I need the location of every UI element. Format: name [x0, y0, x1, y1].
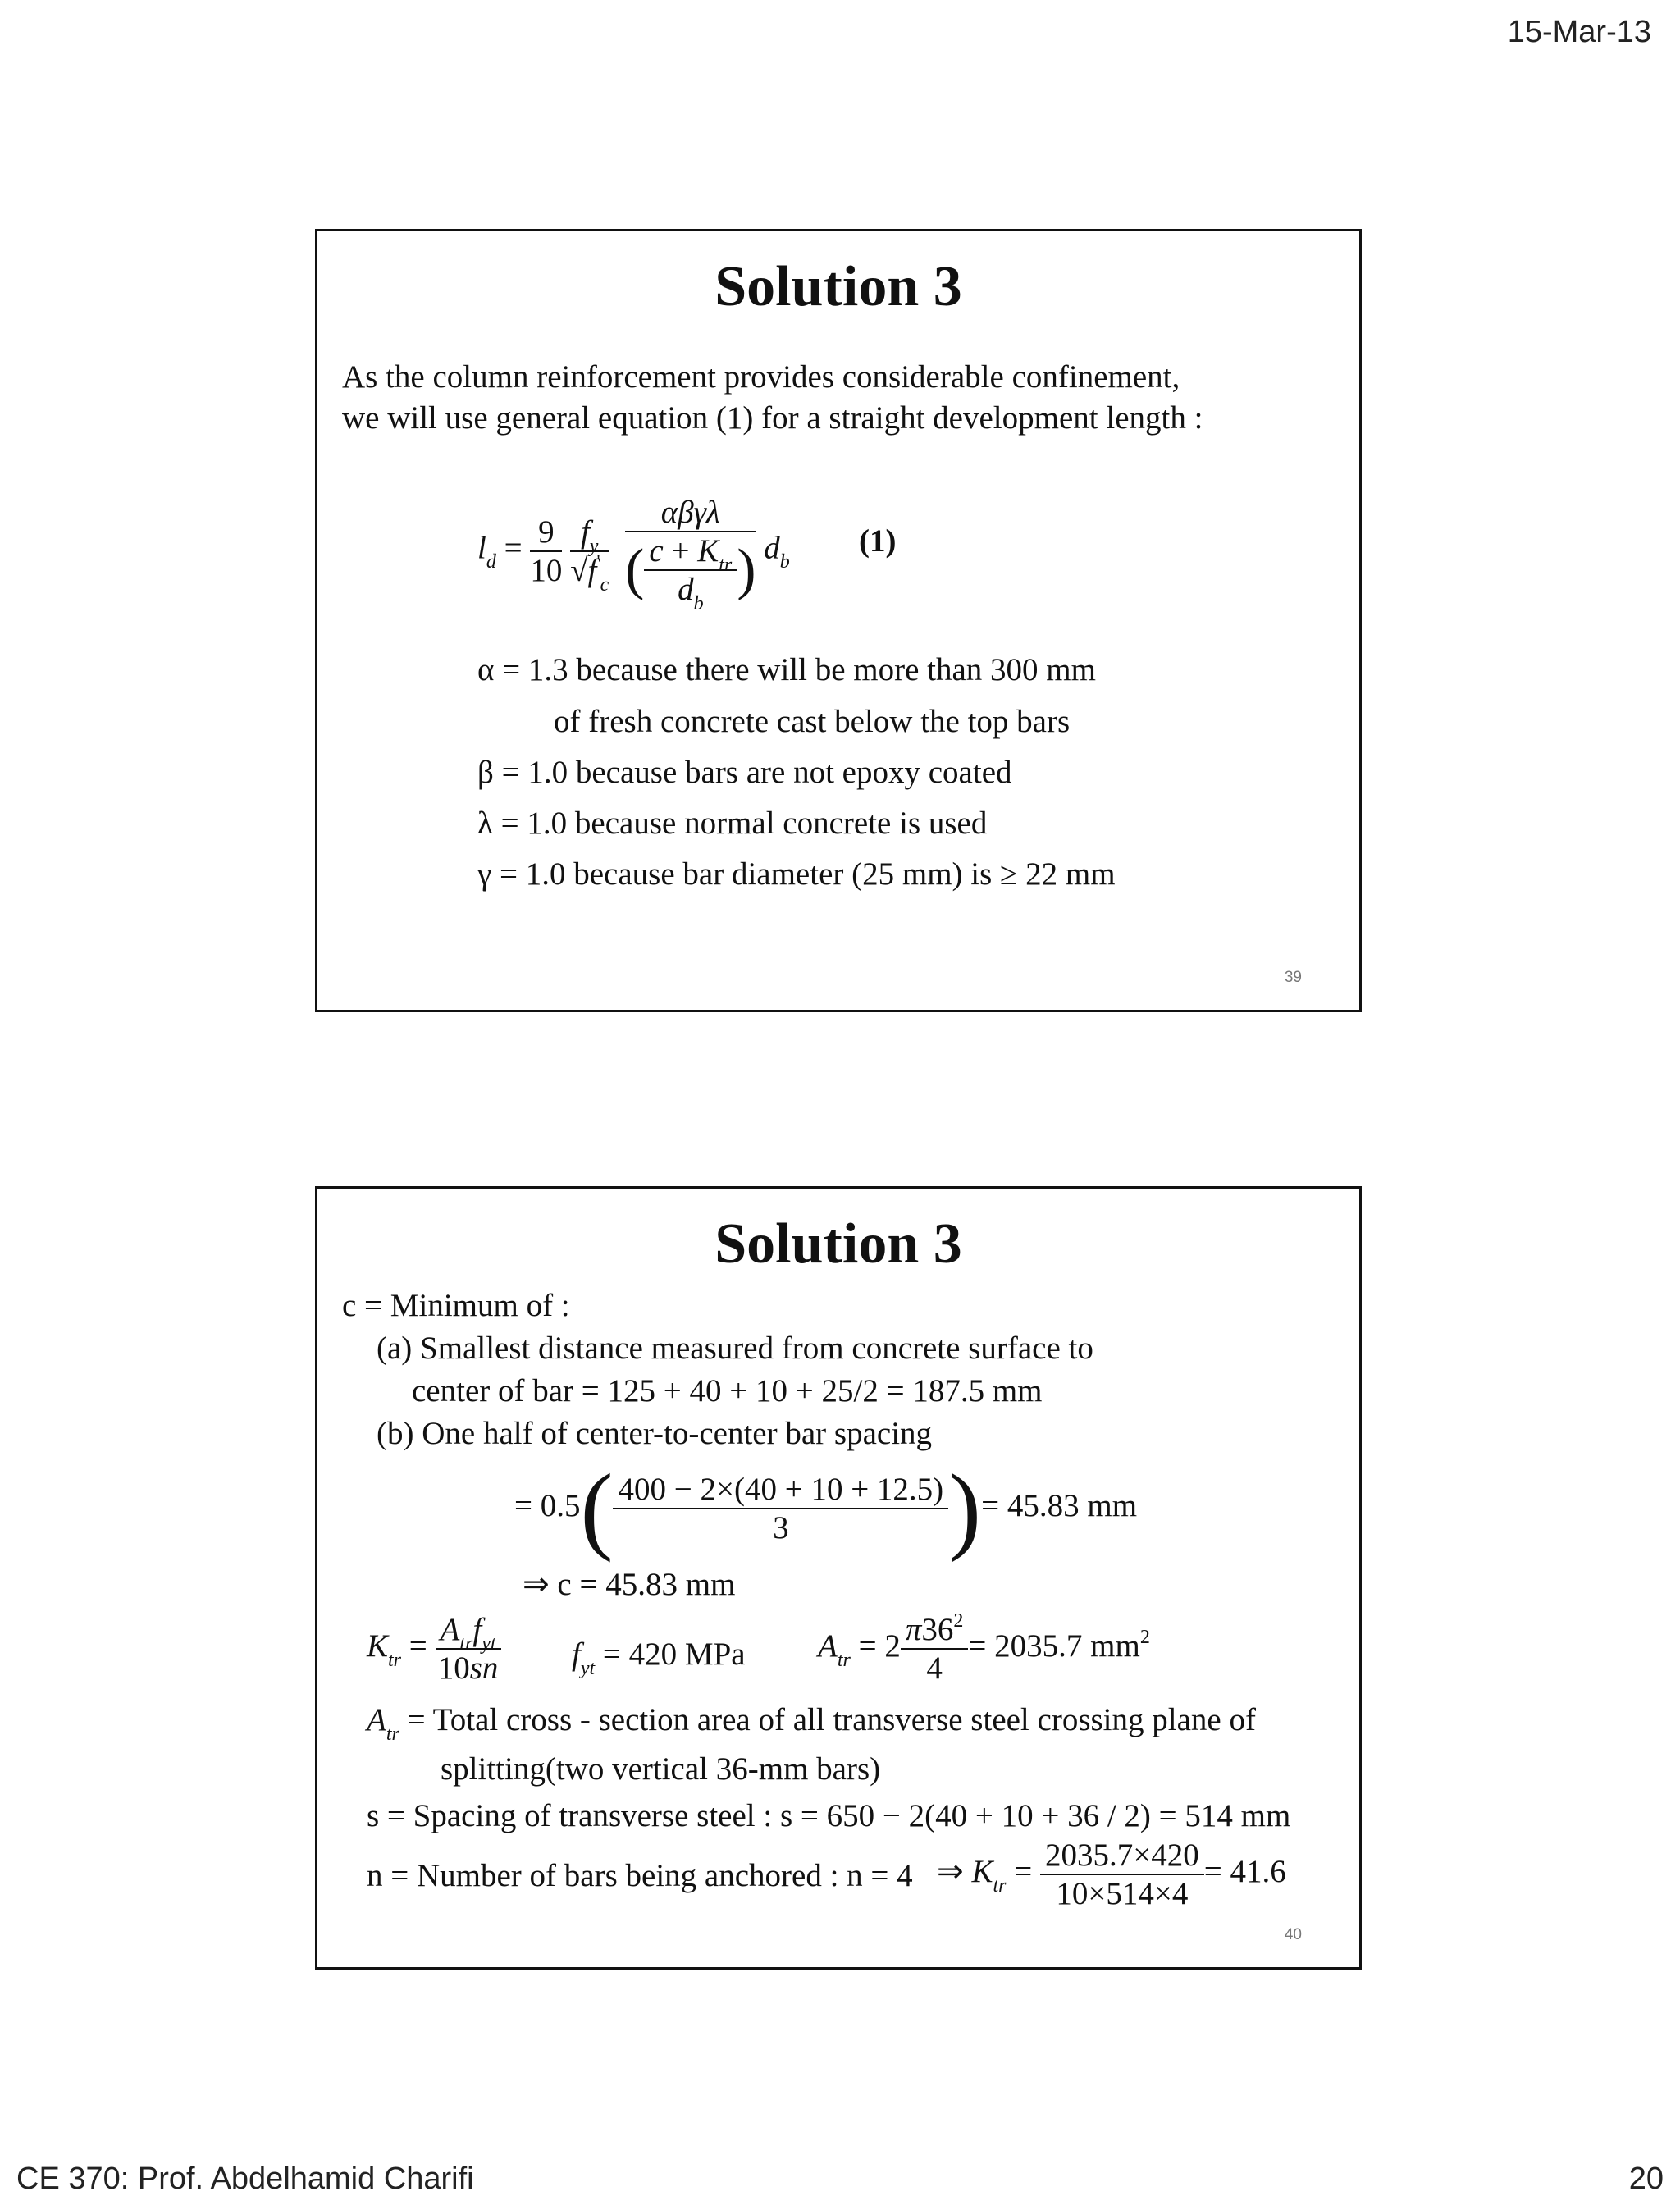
- development-length-equation: $l_d$ = $\frac{9}{10}$ $\frac{f_y}{√f'_c}$ αβγλ ( $\frac{c + K_{tr}}{d_b}$ ) $d_b$: [477, 495, 790, 614]
- slide-40: [315, 1186, 1362, 1970]
- n-line: n = Number of bars being anchored : n = 4: [367, 1858, 913, 1893]
- option-a-line-1: (a) Smallest distance measured from concrete surface to: [377, 1331, 1093, 1366]
- footer-course: CE 370: Prof. Abdelhamid Charifi: [16, 2162, 474, 2196]
- lambda-line: λ = 1.0 because normal concrete is used: [477, 806, 988, 841]
- beta-line: β = 1.0 because bars are not epoxy coated: [477, 755, 1012, 790]
- slide-title: Solution 3: [714, 255, 962, 318]
- ktr-result: ⇒ $K_{tr}$ = $\frac{2035.7\times 420}{10\times 514\times 4}$ = 41.6: [937, 1838, 1286, 1911]
- header-date: 15-Mar-13: [1507, 15, 1651, 49]
- intro-line-1: As the column reinforcement provides considerable confinement,: [342, 359, 1180, 395]
- alpha-line-1: α = 1.3 because there will be more than 300 mm: [477, 652, 1096, 687]
- fyt-value: $f_{yt} = 420$ MPa: [572, 1637, 746, 1679]
- option-b-line: (b) One half of center-to-center bar spacing: [377, 1416, 933, 1451]
- eq-result: = 45.83 mm: [981, 1487, 1138, 1523]
- ktr-numerator: 2035.7×420: [1040, 1837, 1204, 1875]
- atr-definition-line-1: $A_{tr}$ = Total cross - section area of all transverse steel crossing plane of: [367, 1702, 1256, 1745]
- c-result: ⇒ c = 45.83 mm: [523, 1567, 736, 1602]
- spacing-line: s = Spacing of transverse steel : s = 650 − 2(40 + 10 + 36 / 2) = 514 mm: [367, 1798, 1291, 1833]
- ktr-value: = 41.6: [1203, 1853, 1286, 1889]
- eq-numerator: 400 − 2×(40 + 10 + 12.5): [613, 1471, 948, 1509]
- equation-number: (1): [859, 523, 897, 559]
- alpha-line-2: of fresh concrete cast below the top bars: [554, 704, 1071, 739]
- ktr-formula: $K_{tr}$ = $\frac{A_{tr}f_{yt}}{10sn}$: [367, 1611, 501, 1687]
- option-a-line-2: center of bar = 125 + 40 + 10 + 25/2 = 187.5 mm: [412, 1373, 1043, 1408]
- c-definition: c = Minimum of :: [342, 1288, 570, 1323]
- slide-title: Solution 3: [714, 1212, 962, 1276]
- ktr-denominator: 10×514×4: [1056, 1876, 1189, 1911]
- slide-number: 39: [1284, 969, 1302, 986]
- atr-definition-line-2: splitting(two vertical 36-mm bars): [441, 1751, 881, 1787]
- slide-number: 40: [1284, 1926, 1302, 1943]
- intro-line-2: we will use general equation (1) for a straight development length :: [342, 400, 1203, 436]
- gamma-line: γ = 1.0 because bar diameter (25 mm) is ≥ 22 mm: [477, 856, 1116, 892]
- footer-page-number: 20: [1628, 2162, 1664, 2196]
- eq-prefix: = 0.5: [514, 1487, 581, 1523]
- eq-denominator: 3: [773, 1510, 789, 1545]
- atr-value: $A_{tr} = 2$ $\frac{\pi 36^2}{4}$ = 2035.7 $mm^2$: [818, 1610, 1150, 1686]
- spacing-equation: = 0.5( $\frac{400 - 2\times(40 + 10 + 12.5)}{3}$ )= 45.83 mm: [514, 1454, 1138, 1563]
- slide-39: [315, 229, 1362, 1012]
